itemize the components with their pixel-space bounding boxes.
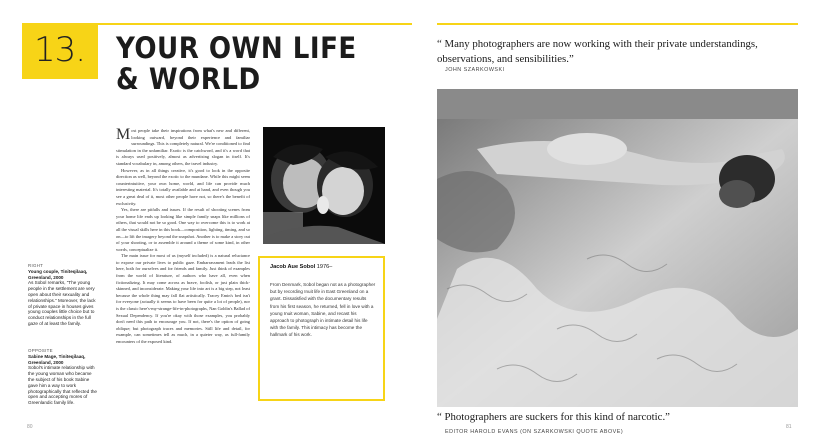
drop-cap: M	[116, 126, 131, 143]
caption-right	[28, 263, 98, 327]
chapter-title	[116, 33, 357, 95]
chapter-title-line2: & WORLD	[116, 62, 261, 96]
photo-sabine-image	[437, 89, 798, 407]
body-paragraph-4: The main issue for most of us (myself included) is a natural reluctance to expose our private lives to public gaze. Embarrassment leads the list here, both for ourselves and for friends and family. Just think of examples from the world of literature, of authors who have all, even when fictionalizing. It may come across as brave, foolish, or just plain thick-skinned, and inconsiderate. Making your life into art is a big step, not least because the whole thing may fall flat artistically. Tracey Emin's bed isn't for everyone (actually it seems to have been for quite a lot of people), nor is the classic here's-my-strange-life-in-photographs, Nan Goldin's Ballad of Sexual Dependency. If you're okay with those examples, you probably don't need this path to encourage you. If not, there's the option of going oblique; but photograph traces and memories. Still life and detail, for example, can sometimes tell as much, in a quieter way, as full-family encounters of the exposed kind.	[116, 253, 250, 344]
photo-sabine	[437, 89, 798, 407]
body-text	[116, 128, 250, 346]
profile-years: 1976–	[316, 264, 333, 270]
profile-name: Jacob Aue Sobol	[270, 264, 316, 270]
profile-title	[270, 264, 332, 270]
quote-top-attribution: JOHN SZARKOWSKI	[445, 67, 505, 73]
caption-opposite-label: OPPOSITE	[28, 348, 53, 353]
caption-opposite	[28, 348, 98, 406]
quote-bottom-attribution: EDITOR HAROLD EVANS (ON SZARKOWSKI QUOTE ABOVE)	[445, 429, 624, 435]
quote-top: “ Many photographers are now working with their private understandings, observations, and sensibilities.”	[437, 38, 758, 65]
caption-right-title: Young couple, Tiniteqilaaq, Greenland, 2000	[28, 268, 88, 280]
caption-opposite-text: Sobol's intimate relationship with the young woman who became the subject of his book Sabine gave him a way to work photographically that reflected the open and accepting mores of Greenlandic family life.	[28, 365, 97, 406]
body-paragraph-1	[116, 128, 250, 168]
caption-right-text: As Sobol remarks, "The young people in the settlement are very open about their sexuality and relationships." Moreover, the lack of private space in houses gives young couples little choice but to conduct relationships in the full gaze of at least the family.	[28, 280, 96, 326]
caption-right-label: RIGHT	[28, 263, 44, 268]
photo-young-couple-image	[263, 127, 385, 244]
body-paragraph-3: Yes, there are pitfalls and issues. If the result of shooting scenes from your home life ends up looking like simple family snaps like millions of others, that would not be so good. One way to overcome this is to work at all the visual skills here in this book—composition, lighting, timing, and so on—to lift the imagery beyond the snapshot. Another is to make a story out of your shooting, or to assemble it around a theme of some kind, in other words, conceptualize it.	[116, 207, 250, 252]
caption-opposite-title: Sabine Mage, Tiniteqilaaq, Greenland, 2000	[28, 353, 86, 365]
photo-young-couple	[263, 127, 385, 244]
profile-text: From Denmark, Sobol began not as a photographer but by recording Inuit life in East Greenland on a grant. Dissatisfied with the documentary results from his first season, he returned, fell in love with a young Inuit woman, Sabine, and recast his approach to photograph in intimate detail his life with the family. This intimacy has become the hallmark of his work.	[270, 282, 376, 338]
page-number-left: 80	[27, 424, 33, 430]
body-paragraph-1-text: ost people take their inspirations from what's new and different, looking outward, beyond their experience and familiar surroundings. This is completely natural. We're conditioned to find stimulation in the unfamiliar. Exotic is the catchword, and it's a word that is always used positively, almost as advertising slogan in itself. It's standard vocabulary in, among others, the travel industry.	[116, 128, 250, 166]
quote-bottom: “ Photographers are suckers for this kind of narcotic.”	[437, 411, 670, 423]
chapter-title-line1: YOUR OWN LIFE	[116, 31, 357, 65]
body-paragraph-2: However, as in all things creative, it's good to look in the opposite direction as well, beyond the exotic to the mundane. While this might seem counterintuitive, your own home, world, and life can provide much interesting material. It's totally available and at hand, and even though you see a great deal of it, most other people have not, so there's the benefit of exclusivity.	[116, 167, 250, 206]
chapter-number: 13.	[34, 30, 86, 70]
top-rule-right	[437, 23, 798, 25]
page-number-right: 81	[786, 424, 792, 430]
